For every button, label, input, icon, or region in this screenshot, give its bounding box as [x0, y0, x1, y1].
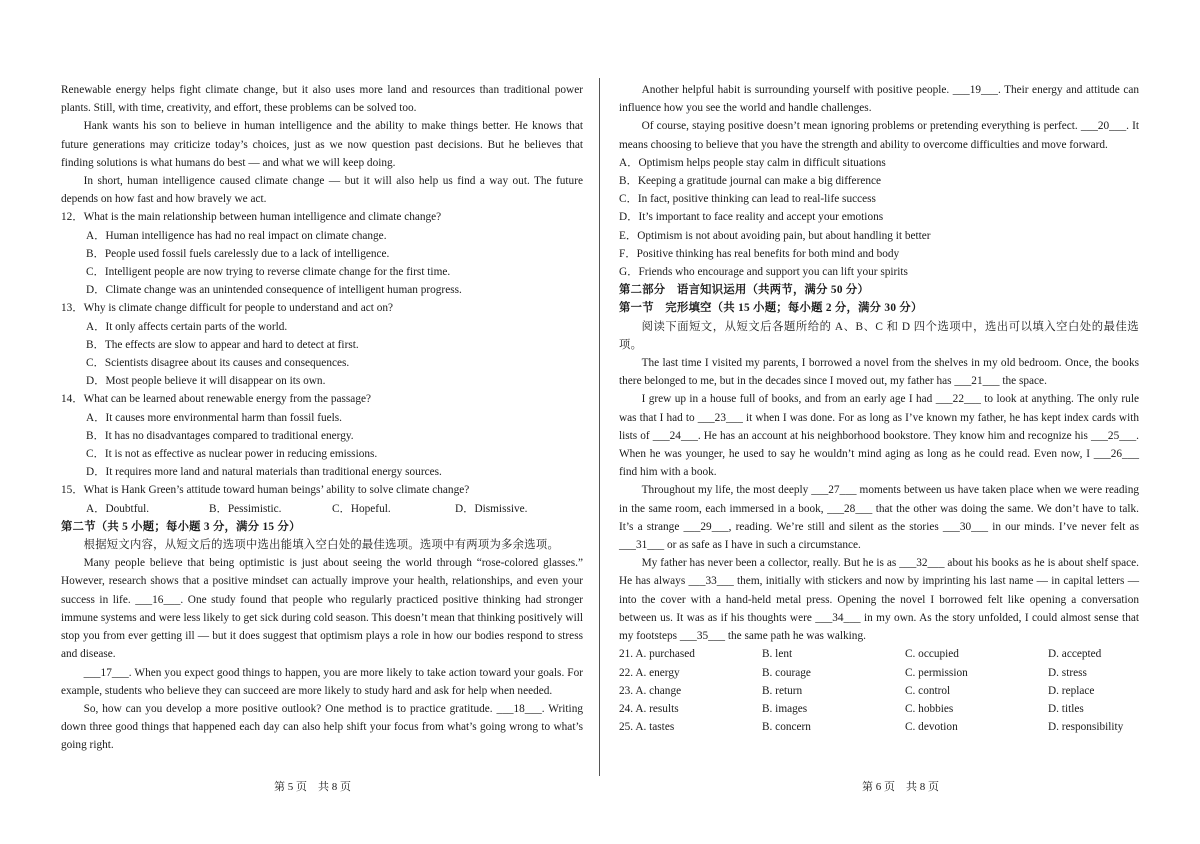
options-table — [619, 645, 1139, 736]
question-option: B．People used fossil fuels carelessly due to a lack of intelligence. — [86, 247, 390, 260]
option-cell: B. return — [762, 684, 803, 697]
choice-option: F．Positive thinking has real benefits for both mind and body — [619, 247, 900, 260]
option-cell: C. control — [905, 684, 951, 697]
question-option: C．Intelligent people are now trying to reverse climate change for the first time. — [86, 266, 451, 279]
choice-option: G．Friends who encourage and support you can lift your spirits — [619, 266, 908, 279]
option-cell: D. responsibility — [1048, 721, 1124, 734]
option-cell: 23. A. change — [619, 684, 682, 697]
question-option: D．It requires more land and natural materials than traditional energy sources. — [86, 466, 442, 479]
question-stem: 13．Why is climate change difficult for people to understand and act on? — [61, 302, 394, 315]
option-cell: 25. A. tastes — [619, 721, 675, 734]
option-cell: B. concern — [762, 721, 811, 734]
option-cell: C. hobbies — [905, 702, 954, 715]
passage-paragraph: The last time I visited my parents, I borrowed a novel from the shelves in my old bedroom. Once, the books there belonged to me, but in the decades since I moved out, my father has ___21___ the space. — [619, 357, 1139, 388]
option-cell: D. accepted — [1048, 648, 1102, 661]
question-option: C．Hopeful. — [332, 502, 391, 515]
choice-option: D．It’s important to face reality and accept your emotions — [619, 211, 884, 224]
choice-option: B．Keeping a gratitude journal can make a big difference — [619, 175, 882, 188]
section-instruction: 根据短文内容，从短文后的选项中选出能填入空白处的最佳选项。选项中有两项为多余选项。 — [83, 539, 560, 552]
question-option: A．It causes more environmental harm than fossil fuels. — [86, 411, 342, 424]
passage-paragraph: Renewable energy helps fight climate change, but it also uses more land and resources than traditional power plants. Still, with time, creativity, and effort, these problems can be solved too. — [61, 84, 583, 115]
passage-paragraph: So, how can you develop a more positive outlook? One method is to practice gratitude. ___18___. Writing down three good things that happened each day can also help shift your focus from what’s going wrong to what’s going right. — [61, 702, 583, 752]
question-option: A．Doubtful. — [86, 502, 150, 515]
option-cell: C. devotion — [905, 721, 958, 734]
passage-paragraph: Throughout my life, the most deeply ___27___ moments between us have taken place when we were reading in the same room, each immersed in a book, ___28___ that the other was doing the same. We don’t have to talk. It’s a strange ___29___, reading. We’re still and silent as the stories ___30___ in our minds. I’ve never felt as ___31___ or as safe as I have in such a circumstance. — [619, 484, 1139, 552]
option-cell: B. lent — [762, 648, 793, 661]
passage-paragraph: Another helpful habit is surrounding yourself with positive people. ___19___. Their energy and attitude can influence how you see the world and handle challenges. — [619, 84, 1139, 115]
section-heading: 第二节（共 5 小题；每小题 3 分，满分 15 分） — [61, 520, 301, 533]
question-stem: 12．What is the main relationship between human intelligence and climate change? — [61, 211, 442, 224]
question-option: B．The effects are slow to appear and hard to detect at first. — [86, 338, 359, 351]
passage-paragraph: ___17___. When you expect good things to happen, you are more likely to take action toward your goals. For example, students who believe they can succeed are more likely to study hard and ask for help when needed. — [61, 666, 583, 697]
choice-option: E．Optimism is not about avoiding pain, but about handling it better — [619, 229, 931, 242]
option-cell: D. titles — [1048, 702, 1084, 715]
option-cell: 21. A. purchased — [619, 648, 695, 661]
choice-option: A．Optimism helps people stay calm in difficult situations — [619, 156, 886, 169]
option-cell: C. occupied — [905, 648, 959, 661]
question-option: A．Human intelligence has had no real impact on climate change. — [86, 229, 387, 242]
question-options-row — [61, 500, 583, 518]
right-column — [619, 81, 1139, 736]
passage-paragraph: My father has never been a collector, really. But he is as ___32___ about his books as he is about shelf space. He has always ___33___ them, initially with stickers and now by imprinting his last name — in capital letters — into the cover with a hand-held metal press. Opening the novel I borrowed felt like opening a conversation between us. It was as if his thoughts were ___34___ in my own. As the story unfolded, I could almost sense that my footsteps ___35___ the same path he was walking. — [619, 557, 1139, 643]
option-cell: D. replace — [1048, 684, 1095, 697]
question-option: D．Dismissive. — [455, 502, 528, 515]
option-cell: C. permission — [905, 666, 968, 679]
question-option: D．Most people believe it will disappear on its own. — [86, 375, 326, 388]
question-option: C．It is not as effective as nuclear power in reducing emissions. — [86, 448, 378, 461]
question-option: D．Climate change was an unintended consequence of intelligent human progress. — [86, 284, 462, 297]
question-option: A．It only affects certain parts of the world. — [86, 320, 288, 333]
option-cell: B. courage — [762, 666, 811, 679]
passage-paragraph: Of course, staying positive doesn’t mean ignoring problems or pretending everything is perfect. ___20___. It means choosing to believe that you have the strength and ability to overcome difficulties and move forward. — [619, 120, 1139, 151]
question-stem: 14．What can be learned about renewable energy from the passage? — [61, 393, 372, 406]
passage-paragraph: Many people believe that being optimistic is just about seeing the world through “rose-colored glasses.” However, research shows that a positive mindset can actually improve your health, relationships, and even your success in life. ___16___. One study found that people who regularly practiced positive thinking had stronger immune systems and were less likely to get sick during cold season. This doesn’t mean that thinking positively will stop you from ever getting ill — but it does suggest that optimism plays a role in how our bodies respond to stress and disease. — [61, 557, 583, 661]
option-cell: 24. A. results — [619, 702, 679, 715]
section-instruction: 阅读下面短文，从短文后各题所给的 A、B、C 和 D 四个选项中，选出可以填入空白处的最佳选项。 — [619, 320, 1139, 351]
question-option: C．Scientists disagree about its causes and consequences. — [86, 357, 350, 370]
question-stem: 15．What is Hank Green’s attitude toward human beings’ ability to solve climate change? — [61, 484, 470, 497]
passage-paragraph: Hank wants his son to believe in human intelligence and the ability to make things better. He knows that future generations may criticize today’s choices, just as we now question past decisions. But he believes that finding solutions is what humans do best — and what we will keep doing. — [61, 120, 583, 169]
choice-option: C．In fact, positive thinking can lead to real-life success — [619, 193, 876, 206]
passage-paragraph: In short, human intelligence caused climate change — but it will also help us find a way out. The future depends on how fast and how bravely we act. — [61, 175, 583, 206]
page-footer: 第 5 页 共 8 页 — [274, 781, 351, 793]
page-footer: 第 6 页 共 8 页 — [862, 781, 939, 793]
option-cell: B. images — [762, 702, 808, 715]
section-heading: 第一节 完形填空（共 15 小题；每小题 2 分，满分 30 分） — [619, 302, 923, 315]
column-divider — [599, 78, 600, 776]
part-heading: 第二部分 语言知识运用（共两节，满分 50 分） — [619, 284, 870, 297]
question-option: B．It has no disadvantages compared to traditional energy. — [86, 429, 354, 442]
question-option: B．Pessimistic. — [209, 502, 282, 515]
left-column — [61, 81, 583, 755]
passage-paragraph: I grew up in a house full of books, and from an early age I had ___22___ to look at anything. The only rule was that I had to ___23___ it when I was done. For as long as I’ve known my father, he has kept index cards with lists of ___24___. He has an account at his neighborhood bookstore. They know him and recognize his ___25___. When he was younger, he used to say he wouldn’t mind aging as long as he could read. Even now, I ___26___ find him with a book. — [619, 393, 1139, 479]
option-cell: 22. A. energy — [619, 666, 680, 679]
option-cell: D. stress — [1048, 666, 1087, 679]
